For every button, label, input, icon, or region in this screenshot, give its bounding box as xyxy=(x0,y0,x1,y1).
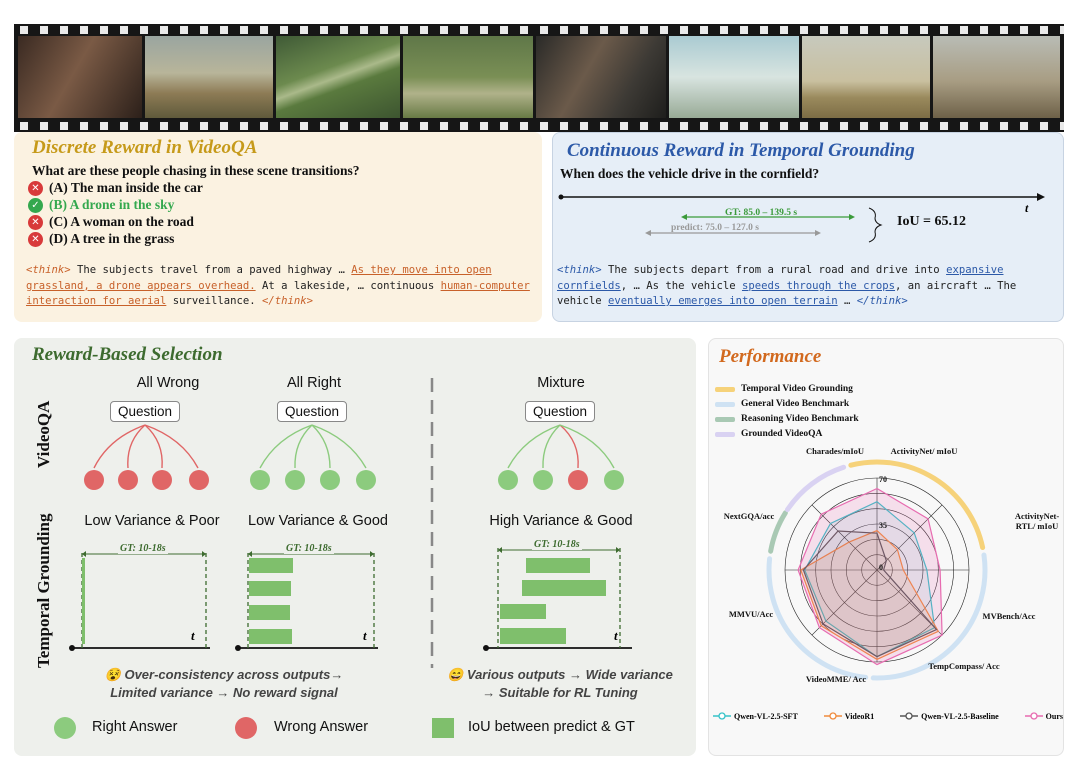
legend-iou-label: IoU between predict & GT xyxy=(468,719,635,735)
legend-label: Ours xyxy=(1045,711,1063,721)
grounding-timeline xyxy=(553,185,1063,245)
dizzy-face-icon: 😵 xyxy=(104,667,121,682)
video-frame-2 xyxy=(145,36,273,118)
think-close-tag: </think> xyxy=(262,295,314,307)
radar-tick-label: 70 xyxy=(879,475,887,484)
grounding-panel xyxy=(552,132,1064,322)
fan-mixture xyxy=(508,425,614,468)
think-highlight: human-computer interaction for aerial xyxy=(26,279,530,307)
video-frame-1 xyxy=(18,36,142,118)
gt-label: GT: 85.0 – 139.5 s xyxy=(725,208,798,218)
note-line: Various outputs → Wide variance xyxy=(466,667,673,682)
legend-right-label: Right Answer xyxy=(92,719,178,735)
model-legend-item xyxy=(900,711,999,721)
option-b xyxy=(28,197,174,213)
legend-right-dot xyxy=(54,717,76,739)
legend-label: Qwen-VL-2.5-SFT xyxy=(734,711,798,721)
think-text: At a lakeside, … continuous xyxy=(255,279,441,292)
note-line: Over-consistency across outputs→ xyxy=(124,667,344,682)
answers-all-wrong xyxy=(84,470,209,490)
wrong-icon: ✕ xyxy=(28,232,43,247)
wrong-icon: ✕ xyxy=(28,181,43,196)
sub-high-variance-good: High Variance & Good xyxy=(489,513,633,529)
think-open-tag: <think> xyxy=(557,264,602,276)
think-highlight: expansive cornfields xyxy=(557,264,1004,292)
model-legend-item xyxy=(1025,711,1063,721)
right-answer-dot xyxy=(320,470,340,490)
legend-wrong-dot xyxy=(235,717,257,739)
radar-series-ours xyxy=(798,489,942,665)
legend-label: VideoR1 xyxy=(844,711,875,721)
radar-tick-label: 35 xyxy=(879,521,887,530)
radar-axis-label: ActivityNet- xyxy=(1014,511,1060,521)
right-answer-dot xyxy=(604,470,624,490)
timeline-arrowhead xyxy=(1037,193,1045,201)
row-label-grounding: Temporal Grounding xyxy=(34,513,53,668)
gt-label-2: GT: 10-18s xyxy=(286,543,332,554)
timeline-t-label: t xyxy=(1025,201,1029,215)
radar-chart xyxy=(709,339,1065,757)
predict-arrow-right xyxy=(815,230,821,236)
right-answer-dot xyxy=(356,470,376,490)
performance-title: Performance xyxy=(719,346,822,367)
videoqa-think xyxy=(26,263,536,310)
videoqa-question: What are these people chasing in these scene transitions? xyxy=(32,163,360,178)
t-axis-label-1: t xyxy=(191,628,195,643)
option-a xyxy=(28,180,203,196)
fan-all-right xyxy=(260,425,366,468)
radar-axis-label: Charades/mIoU xyxy=(805,446,865,456)
iou-bar xyxy=(500,628,566,644)
iou-bar xyxy=(526,558,590,573)
radar-axis-label: TempCompass/ Acc xyxy=(928,661,1000,671)
wrong-answer-dot xyxy=(189,470,209,490)
question-box-2: Question xyxy=(277,401,347,422)
video-frame-8 xyxy=(933,36,1060,118)
iou-bar xyxy=(249,605,290,620)
grounding-plot-good xyxy=(235,551,378,651)
iou-bar xyxy=(249,581,291,596)
videoqa-title: Discrete Reward in VideoQA xyxy=(32,137,258,158)
check-icon: ✓ xyxy=(28,198,43,213)
grounding-plot-mixture xyxy=(483,547,632,651)
video-frame-5 xyxy=(536,36,666,118)
radar-axis-label: VideoMME/ Acc xyxy=(805,674,867,684)
option-label: (D) A tree in the grass xyxy=(49,231,175,246)
col-title-all-right: All Right xyxy=(287,375,341,391)
iou-bar xyxy=(82,558,85,644)
note-over-consistency xyxy=(84,666,364,702)
radar-axis-label: NextGQA/acc xyxy=(723,511,775,521)
grounding-title: Continuous Reward in Temporal Grounding xyxy=(567,140,915,161)
think-highlight: speeds through the crops xyxy=(741,279,896,292)
iou-bar xyxy=(249,558,293,573)
wrong-answer-dot xyxy=(118,470,138,490)
option-d xyxy=(28,231,174,247)
predict-arrow-left xyxy=(645,230,651,236)
think-close-tag: </think> xyxy=(856,295,908,307)
brace xyxy=(869,208,881,242)
video-frame-3 xyxy=(276,36,400,118)
question-box-3: Question xyxy=(525,401,595,422)
think-text: surveillance. xyxy=(166,295,262,307)
col-title-all-wrong: All Wrong xyxy=(136,375,200,391)
video-frame-7 xyxy=(802,36,930,118)
think-text: , an aircraft … The vehicle xyxy=(557,279,1017,307)
right-answer-dot xyxy=(498,470,518,490)
note-various-outputs xyxy=(432,666,688,702)
video-frame-4 xyxy=(403,36,533,118)
option-c xyxy=(28,214,194,230)
sub-low-variance-good: Low Variance & Good xyxy=(248,513,388,529)
iou-label: IoU = 65.12 xyxy=(897,214,967,229)
think-highlight: eventually emerges into open terrain xyxy=(608,295,838,307)
note-line: Limited variance → No reward signal xyxy=(110,685,338,700)
legend-label: Reasoning Video Benchmark xyxy=(741,414,859,424)
gt-label-3: GT: 10-18s xyxy=(534,539,580,550)
legend-label: Temporal Video Grounding xyxy=(741,384,853,394)
legend-label: General Video Benchmark xyxy=(741,399,850,409)
option-label: (B) A drone in the sky xyxy=(49,197,175,212)
grounding-plot-poor xyxy=(69,551,210,651)
think-text: , … As the vehicle xyxy=(620,279,742,292)
think-text: The subjects travel from a paved highway … xyxy=(70,264,352,276)
option-label: (C) A woman on the road xyxy=(49,214,194,229)
radar-axis-label: ActivityNet/ mIoU xyxy=(890,446,958,456)
answers-all-right xyxy=(250,470,376,490)
iou-bar xyxy=(500,604,546,619)
predict-label: predict: 75.0 – 127.0 s xyxy=(671,223,759,233)
radar-tick-label: 0 xyxy=(879,563,883,572)
gt-label-1: GT: 10-18s xyxy=(120,543,166,554)
selection-title: Reward-Based Selection xyxy=(32,344,223,365)
wrong-icon: ✕ xyxy=(28,215,43,230)
model-legend xyxy=(713,711,1063,721)
legend-wrong-label: Wrong Answer xyxy=(274,719,369,735)
right-answer-dot xyxy=(285,470,305,490)
t-axis-label-3: t xyxy=(614,628,618,643)
performance-panel xyxy=(708,338,1064,756)
grounding-question: When does the vehicle drive in the cornfield? xyxy=(560,166,820,181)
model-legend-item xyxy=(713,711,798,721)
videoqa-panel xyxy=(14,132,542,322)
wrong-answer-dot xyxy=(568,470,588,490)
reward-selection-panel xyxy=(14,338,696,756)
gt-arrow-left xyxy=(681,214,687,220)
legend-label: Grounded VideoQA xyxy=(741,429,823,439)
video-frame-6 xyxy=(669,36,799,118)
radar-axis-label: MVBench/Acc xyxy=(982,611,1036,621)
film-holes-bottom xyxy=(14,122,1064,130)
t-axis-label-2: t xyxy=(363,628,367,643)
row-label-videoqa: VideoQA xyxy=(34,400,53,468)
timeline-origin xyxy=(559,195,564,200)
legend-iou-box xyxy=(432,718,454,738)
radar-axis-label: RTL/ mIoU xyxy=(1015,521,1059,531)
think-text: … xyxy=(837,295,857,307)
question-box-1: Question xyxy=(110,401,180,422)
iou-bar xyxy=(522,580,606,596)
film-strip xyxy=(14,24,1064,132)
think-open-tag: <think> xyxy=(26,264,71,276)
gt-arrow-right xyxy=(849,214,855,220)
film-holes-top xyxy=(14,26,1064,34)
grounding-think xyxy=(557,263,1061,310)
wrong-answer-dot xyxy=(84,470,104,490)
think-highlight: As they move into open grassland, a drone appears overhead. xyxy=(26,264,492,292)
right-answer-dot xyxy=(533,470,553,490)
legend-label: Qwen-VL-2.5-Baseline xyxy=(921,711,999,721)
option-label: (A) The man inside the car xyxy=(49,180,203,195)
iou-bar xyxy=(249,629,292,644)
smiling-face-icon: 😄 xyxy=(447,667,464,682)
radar-axis-label: MMVU/Acc xyxy=(728,609,774,619)
wrong-answer-dot xyxy=(152,470,172,490)
fan-all-wrong xyxy=(94,425,198,468)
sub-low-variance-poor: Low Variance & Poor xyxy=(84,513,220,529)
model-legend-item xyxy=(824,711,874,721)
category-arc xyxy=(787,467,843,509)
think-text: The subjects depart from a rural road and drive into xyxy=(601,264,947,276)
right-answer-dot xyxy=(250,470,270,490)
col-title-mixture: Mixture xyxy=(537,375,585,391)
note-line: → Suitable for RL Tuning xyxy=(482,685,638,700)
